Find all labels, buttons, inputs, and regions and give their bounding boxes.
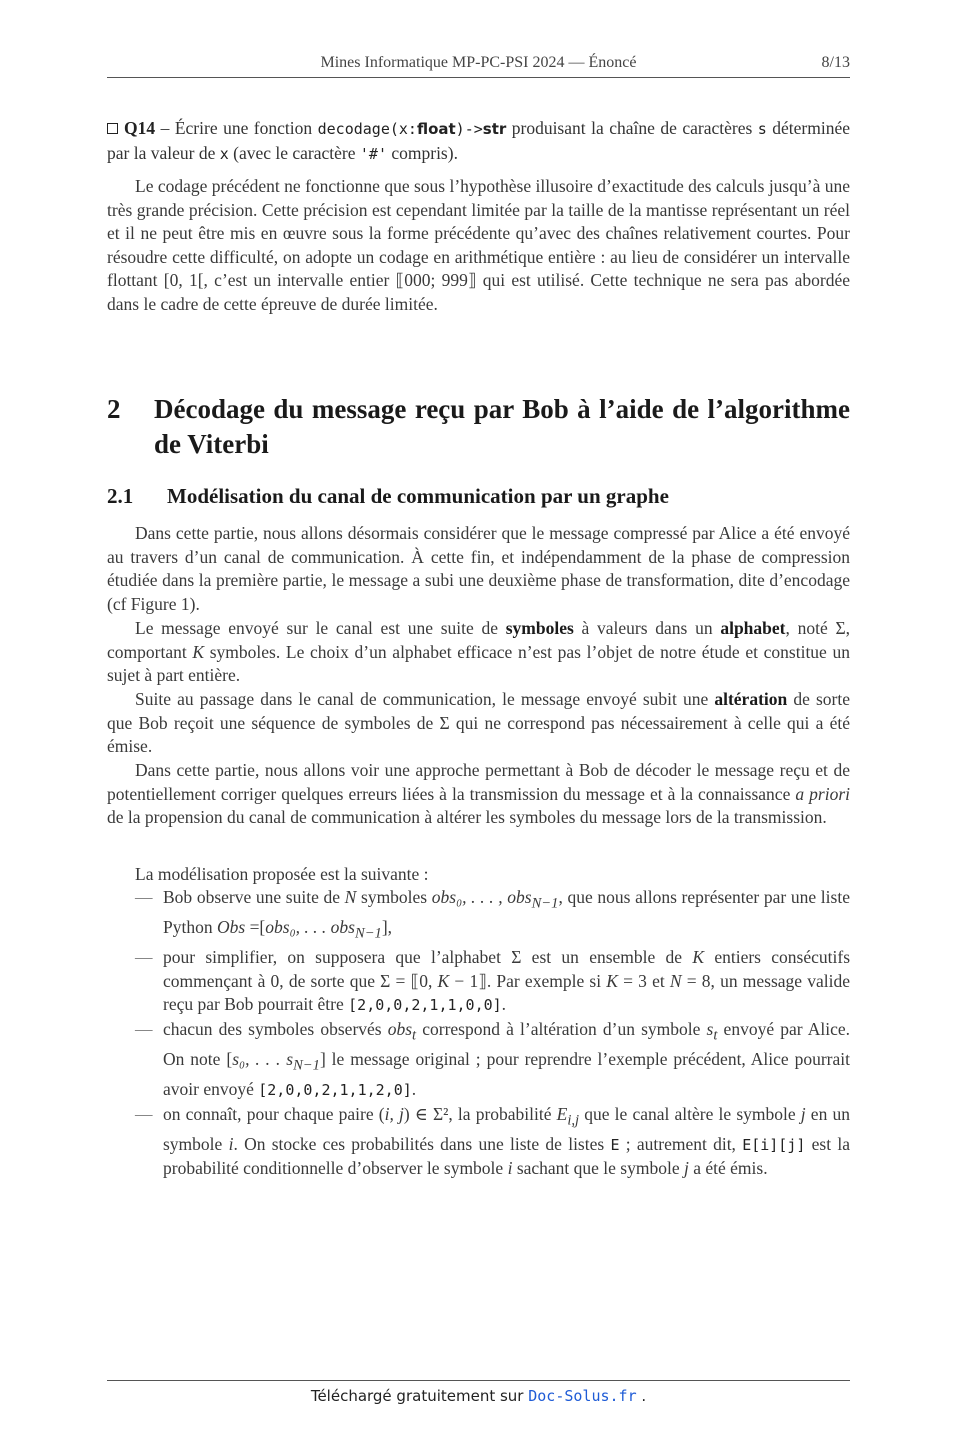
question-text: Écrire une fonction — [174, 118, 318, 138]
footer-text-end: . — [636, 1387, 647, 1405]
code-snippet: '#' — [359, 145, 387, 163]
text: . — [411, 1079, 417, 1100]
math-var: i — [507, 1158, 513, 1179]
math-expr: obs₀, . . . obs — [265, 917, 355, 938]
math-var: j — [800, 1103, 806, 1124]
bullet-dash: — — [135, 1018, 153, 1039]
text: ], — [381, 917, 393, 938]
question-label: Q14 — [124, 118, 156, 138]
text: ) ∈ Σ², la probabilité — [403, 1103, 557, 1124]
math-expr: obs₀, . . . , obs — [431, 887, 532, 907]
page-number: 8/13 — [821, 54, 850, 71]
section-title: Décodage du message reçu par Bob à l’aide de l’algorithme de Viterbi — [154, 394, 850, 459]
subsection-number: 2.1 — [107, 484, 134, 508]
paragraph-4 — [107, 759, 850, 830]
math-var: j — [684, 1158, 689, 1179]
code-snippet: [2,0,0,2,1,1,2,0] — [258, 1081, 412, 1100]
text: à valeurs dans un — [573, 618, 721, 638]
text: ; autrement dit, — [619, 1133, 743, 1154]
header-title: Mines Informatique MP-PC-PSI 2024 — Énoncé — [320, 54, 637, 71]
math-var: s — [706, 1018, 714, 1039]
text: est la probabilité conditionnelle d’observer le symbole — [163, 1133, 850, 1179]
subsection-title: Modélisation du canal de communication par un graphe — [167, 484, 669, 508]
code-snippet: [2,0,0,2,1,1,0,0] — [348, 996, 502, 1015]
paragraph-5: La modélisation proposée est la suivante : — [135, 864, 429, 884]
paragraph-1: Dans cette partie, nous allons désormais considérer que le message compressé par Alice a été envoyé au travers d’un canal de communication. À cette fin, et indépendamment de la phase de compression étudiée dans la première partie, le message a subi une deuxième phase de transformation, dite d’encodage (cf Figure 1). — [107, 523, 850, 614]
text: = 8, un message valide reçu par Bob pourrait être — [163, 970, 851, 1015]
math-var: E — [556, 1103, 568, 1124]
text: =[ — [245, 917, 266, 938]
math-var: N — [669, 970, 682, 991]
question-text: déterminée par la valeur de — [107, 118, 851, 163]
text: envoyé par Alice. On note [ — [163, 1018, 850, 1070]
math-var: K — [692, 947, 705, 968]
text: symboles — [356, 887, 432, 907]
text: , que nous allons représenter par une liste Python — [163, 887, 850, 938]
footer-text: Téléchargé gratuitement sur — [310, 1387, 529, 1405]
paragraph-2 — [107, 617, 850, 688]
math-sub: N−1 — [531, 895, 559, 912]
code-keyword: str — [482, 120, 507, 138]
text: = 3 et — [617, 970, 670, 991]
text: de sorte que Bob reçoit une séquence de symboles de Σ qui ne correspond pas nécessairement à celle qui a été émise. — [107, 689, 850, 757]
bullet-dash: — — [135, 887, 153, 907]
text: chacun des symboles observés — [163, 1018, 388, 1039]
text: − 1⟧. Par exemple si — [449, 970, 607, 991]
math-sub: i,j — [567, 1112, 580, 1129]
page-header — [107, 54, 850, 76]
text: de la propension du canal de communication à altérer les symboles du message lors de la transmission. — [107, 807, 827, 828]
code-snippet: E — [610, 1135, 620, 1154]
text: . On stocke ces probabilités dans une liste de listes — [233, 1133, 611, 1154]
math-expr: i, j — [384, 1103, 404, 1124]
text: entiers consécutifs commençant à 0, de sorte que Σ = ⟦0, — [163, 947, 851, 991]
code-snippet: decodage(x: — [317, 120, 417, 138]
text: correspond à l’altération d’un symbole — [416, 1018, 707, 1039]
text: ] le message original ; pour reprendre l’exemple précédent, Alice pourrait avoir envoyé — [163, 1049, 850, 1100]
math-var: K — [437, 970, 450, 991]
text: pour simplifier, on supposera que l’alphabet Σ est un ensemble de — [163, 947, 693, 968]
keyword-alteration: altération — [714, 689, 788, 709]
doc-solus-link[interactable]: Doc-Solus.fr — [528, 1387, 637, 1405]
math-var: K — [606, 970, 618, 991]
math-var: N — [344, 887, 357, 907]
code-keyword: float — [416, 120, 456, 138]
paragraph-codage: Le codage précédent ne fonctionne que sous l’hypothèse illusoire d’exactitude des calculs jusqu’à une très grande précision. Cette précision est cependant limitée par la taille de la mantisse représentant un réel et il ne peut être mis en œuvre sous la forme précédente qu’avec des chaînes relativement courtes. Pour résoudre cette difficulté, on adopte un codage en arithmétique entière : au lieu de considérer un intervalle flottant [0, 1[, c’est un intervalle entier ⟦000; 999⟧ qui est utilisé. Cette technique ne sera pas abordée dans le cadre de cette épreuve de durée limitée. — [107, 176, 850, 314]
header-divider — [107, 77, 850, 78]
text: en un symbole — [163, 1103, 850, 1154]
paragraph-3 — [107, 688, 850, 759]
checkbox-icon — [107, 123, 118, 134]
code-snippet: x — [219, 145, 229, 163]
list-item — [135, 946, 850, 1018]
math-sub: t — [412, 1027, 417, 1044]
question-text: compris). — [386, 143, 458, 163]
text: Suite au passage dans le canal de communication, le message envoyé subit une — [135, 689, 715, 709]
bullet-dash: — — [135, 1103, 153, 1124]
code-snippet: s — [757, 120, 767, 138]
math-sub: N−1 — [354, 925, 382, 942]
list-item — [135, 886, 850, 946]
footer-divider — [107, 1380, 850, 1381]
text: on connaît, pour chaque paire ( — [163, 1103, 385, 1124]
keyword-alphabet: alphabet — [720, 618, 786, 638]
text: , noté Σ, comportant — [107, 618, 850, 662]
bullet-dash: — — [135, 947, 153, 968]
question-text: produisant la chaîne de caractères — [506, 118, 758, 138]
question-q14 — [107, 116, 850, 166]
math-sub: t — [713, 1027, 718, 1044]
question-separator: – — [155, 118, 175, 138]
text: . — [501, 994, 507, 1015]
keyword-symboles: symboles — [505, 618, 574, 638]
list-item — [135, 1103, 850, 1181]
page-footer — [107, 1387, 850, 1405]
math-sub: N−1 — [293, 1057, 320, 1074]
math-var: i — [228, 1133, 234, 1154]
math-var: Obs — [216, 917, 246, 938]
text: Dans cette partie, nous allons voir une approche permettant à Bob de décoder le message reçu et de potentiellement corriger quelques erreurs liées à la transmission du message et à la connaissance — [107, 760, 850, 804]
text: Bob observe une suite de — [163, 887, 345, 907]
section-number: 2 — [107, 394, 121, 424]
text: sachant que le symbole — [512, 1158, 684, 1179]
text: Le message envoyé sur le canal est une suite de — [135, 618, 506, 638]
math-var: obs — [387, 1018, 413, 1039]
code-snippet: E[i][j] — [742, 1135, 806, 1154]
text: symboles. Le choix d’un alphabet efficace n’est pas l’objet de notre étude et constitue un sujet à part entière. — [107, 641, 850, 686]
list-item — [135, 1018, 850, 1103]
emphasis-a-priori: a priori — [795, 783, 850, 804]
math-expr: s₀, . . . s — [232, 1049, 294, 1070]
text: a été émis. — [688, 1158, 768, 1179]
modelisation-list — [135, 886, 850, 1181]
math-var: K — [192, 641, 205, 662]
question-text: (avec le caractère — [228, 143, 360, 163]
text: que le canal altère le symbole — [579, 1103, 801, 1124]
code-snippet: )-> — [455, 120, 483, 138]
